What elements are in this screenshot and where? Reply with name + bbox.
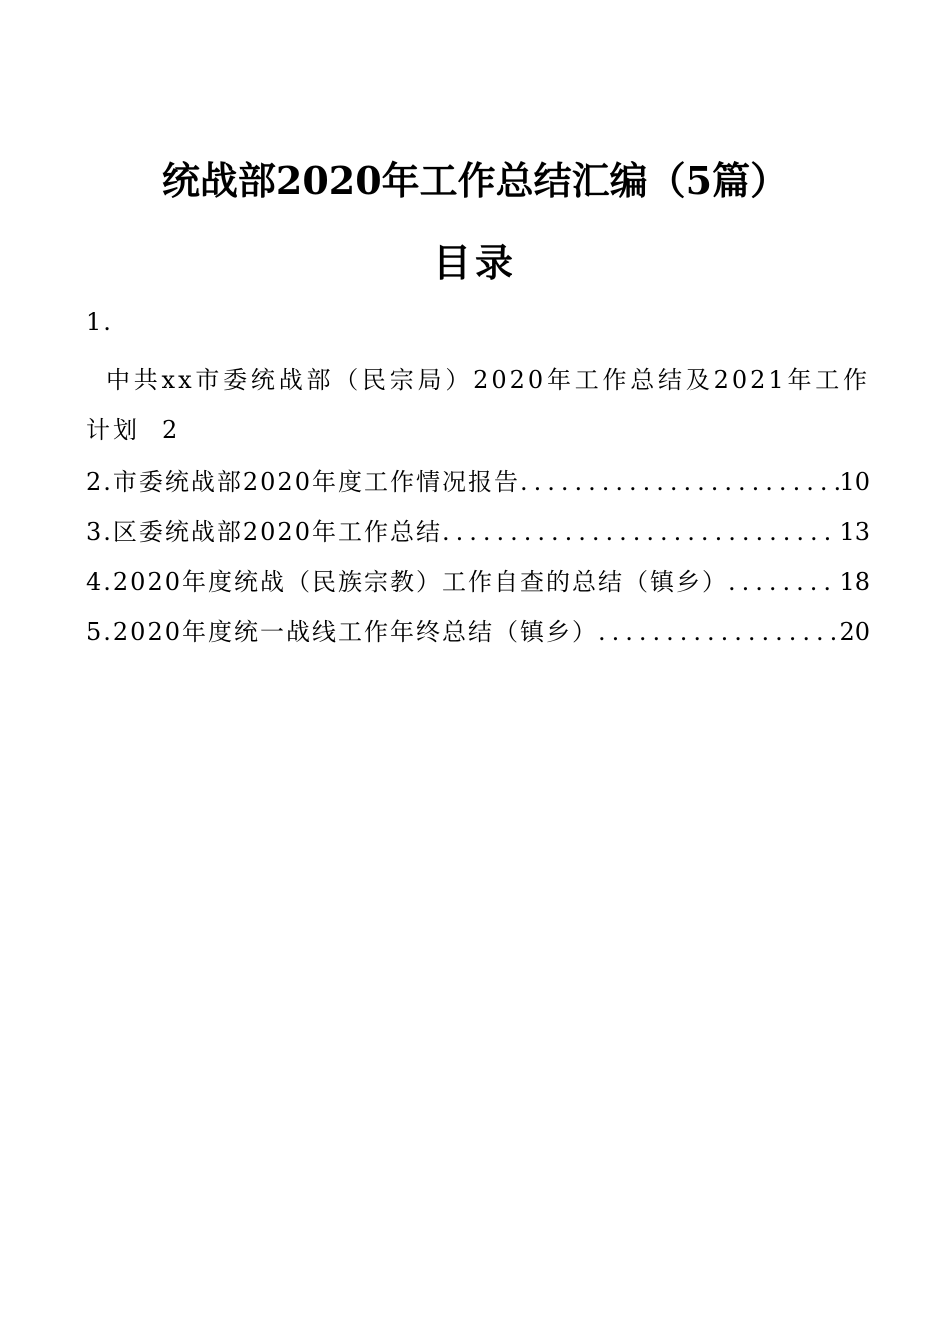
toc-entry-3[interactable] bbox=[86, 507, 870, 557]
toc-entry-label: 5.2020年度统一战线工作年终总结（镇乡） bbox=[86, 618, 598, 646]
toc-entry-5[interactable] bbox=[86, 607, 870, 657]
toc-entry-page: 10 bbox=[839, 468, 870, 496]
toc-entry-page: 18 bbox=[839, 568, 870, 596]
toc-entry-1-text: 中共xx市委统战部（民宗局）2020年工作总结及2021年工作计划 bbox=[86, 366, 870, 444]
toc-entry-label: 4.2020年度统战（民族宗教）工作自查的总结（镇乡） bbox=[86, 568, 728, 596]
toc-entry-1[interactable] bbox=[86, 305, 870, 455]
toc-leader-dots bbox=[442, 507, 839, 557]
toc-entry-page: 20 bbox=[839, 618, 870, 646]
toc-entry-1-text-block bbox=[86, 355, 870, 455]
toc-entry-list bbox=[86, 457, 870, 657]
toc-entry-label: 2.市委统战部2020年度工作情况报告 bbox=[86, 468, 520, 496]
document-title: 统战部2020年工作总结汇编（5篇） bbox=[161, 158, 789, 203]
toc-heading: 目录 bbox=[432, 240, 517, 285]
toc-entry-1-page: 2 bbox=[162, 416, 181, 444]
toc-leader-dots bbox=[728, 557, 839, 607]
table-of-contents bbox=[86, 305, 870, 657]
toc-entry-1-number: 1. bbox=[86, 308, 113, 336]
toc-entry-label: 3.区委统战部2020年工作总结 bbox=[86, 518, 442, 546]
toc-entry-4[interactable] bbox=[86, 557, 870, 607]
toc-leader-dots bbox=[598, 607, 839, 657]
toc-leader-dots bbox=[520, 457, 839, 507]
toc-entry-page: 13 bbox=[839, 518, 870, 546]
toc-entry-2[interactable] bbox=[86, 457, 870, 507]
